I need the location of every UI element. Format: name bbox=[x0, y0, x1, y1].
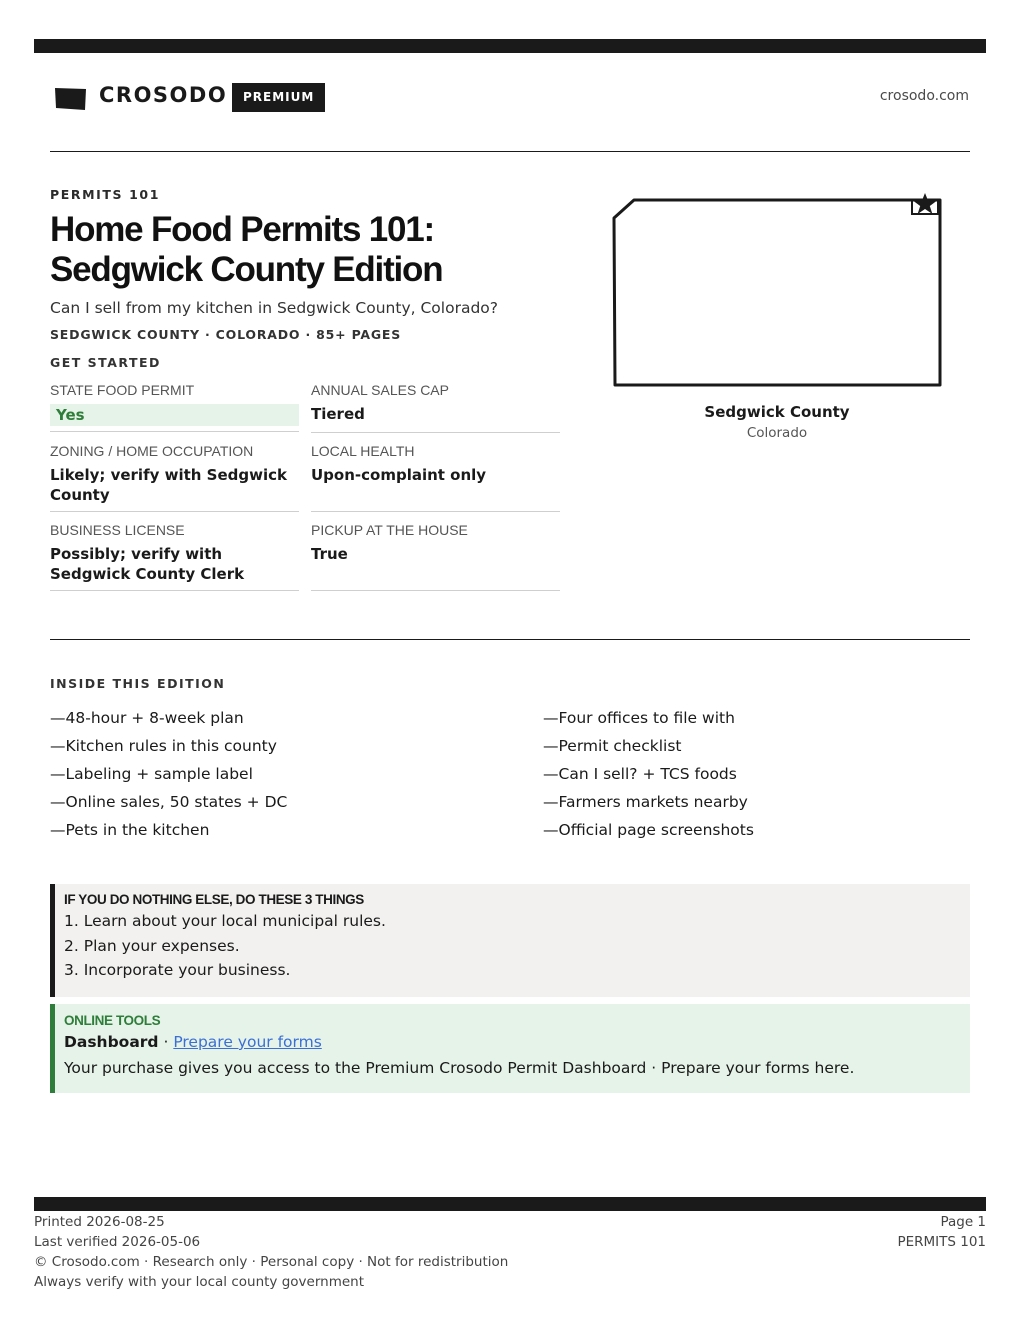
printed-date: Printed 2026-08-25 bbox=[34, 1214, 165, 1230]
callout-item: 2. Plan your expenses. bbox=[64, 936, 240, 955]
fact-label: PICKUP AT THE HOUSE bbox=[311, 522, 468, 538]
page-title bbox=[50, 210, 590, 290]
dashboard-line bbox=[64, 1029, 970, 1055]
fact-value: Tiered bbox=[311, 405, 365, 423]
fact-pickup bbox=[311, 522, 560, 591]
toc-column-right bbox=[543, 704, 754, 844]
footer-left bbox=[34, 1212, 508, 1292]
toc-item: —Official page screenshots bbox=[543, 821, 754, 839]
prepare-forms-link[interactable]: Prepare your forms bbox=[173, 1033, 322, 1051]
fact-label: LOCAL HEALTH bbox=[311, 443, 415, 459]
section-kicker: PERMITS 101 bbox=[50, 187, 160, 202]
fact-value: Likely; verify with Sedgwick County bbox=[50, 466, 287, 504]
fact-state-food-permit bbox=[50, 382, 299, 432]
fact-label: BUSINESS LICENSE bbox=[50, 522, 185, 538]
toc-item: —Farmers markets nearby bbox=[543, 793, 748, 811]
fact-value-yes: Yes bbox=[50, 404, 299, 426]
brand-logo-icon bbox=[54, 86, 86, 110]
toc-item: —48-hour + 8-week plan bbox=[50, 709, 244, 727]
verified-date: Last verified 2026-05-06 bbox=[34, 1234, 201, 1250]
star-icon bbox=[914, 193, 937, 214]
fact-label: ZONING / HOME OCCUPATION bbox=[50, 443, 254, 459]
premium-badge: PREMIUM bbox=[232, 83, 325, 112]
brand-name: CROSODO bbox=[99, 83, 228, 107]
toc-item: —Can I sell? + TCS foods bbox=[543, 765, 737, 783]
title-line-2: Sedgwick County Edition bbox=[50, 250, 443, 289]
toc-item: —Online sales, 50 states + DC bbox=[50, 793, 288, 811]
map-county-label: Sedgwick County bbox=[704, 403, 850, 421]
copyright-notice: © Crosodo.com · Research only · Personal copy · Not for redistribution bbox=[34, 1254, 509, 1270]
fact-annual-sales-cap bbox=[311, 382, 560, 433]
toc-item: —Permit checklist bbox=[543, 737, 682, 755]
page-subtitle: Can I sell from my kitchen in Sedgwick County, Colorado? bbox=[50, 299, 499, 317]
footer-section: PERMITS 101 bbox=[897, 1234, 986, 1250]
online-tools-callout bbox=[50, 1004, 970, 1093]
map-state-label: Colorado bbox=[746, 425, 808, 441]
toc-item: —Kitchen rules in this county bbox=[50, 737, 277, 755]
fact-business-license bbox=[50, 522, 299, 591]
section-divider bbox=[50, 639, 970, 640]
fact-value: Upon-complaint only bbox=[311, 466, 487, 484]
bottom-rule-bar bbox=[34, 1197, 986, 1211]
separator: · bbox=[158, 1033, 174, 1051]
title-line-1: Home Food Permits 101: bbox=[50, 210, 434, 249]
toc-column-left bbox=[50, 704, 287, 844]
county-outline bbox=[614, 200, 940, 385]
county-map bbox=[610, 190, 946, 395]
page-header bbox=[50, 80, 970, 116]
fact-label: STATE FOOD PERMIT bbox=[50, 382, 195, 398]
disclaimer: Always verify with your local county government bbox=[34, 1274, 364, 1290]
callout-item: 3. Incorporate your business. bbox=[64, 961, 291, 979]
dashboard-label: Dashboard bbox=[64, 1033, 159, 1051]
toc-item: —Labeling + sample label bbox=[50, 765, 253, 783]
edition-meta: SEDGWICK COUNTY · COLORADO · 85+ PAGES bbox=[50, 327, 402, 342]
callout-item: 1. Learn about your local municipal rules. bbox=[64, 912, 386, 930]
header-divider bbox=[50, 151, 970, 152]
toc-label: INSIDE THIS EDITION bbox=[50, 676, 226, 691]
top-three-callout bbox=[50, 884, 970, 997]
page-number: Page 1 bbox=[940, 1214, 986, 1230]
fact-value: True bbox=[311, 545, 348, 563]
toc-item: —Pets in the kitchen bbox=[50, 821, 210, 839]
fact-local-health bbox=[311, 443, 560, 512]
callout-title: IF YOU DO NOTHING ELSE, DO THESE 3 THINGS bbox=[64, 892, 364, 907]
site-url[interactable]: crosodo.com bbox=[879, 88, 969, 104]
top-rule-bar bbox=[34, 39, 986, 53]
get-started-label: GET STARTED bbox=[50, 355, 161, 370]
fact-zoning bbox=[50, 443, 299, 512]
dashboard-description: Your purchase gives you access to the Premium Crosodo Permit Dashboard · Prepare your forms here. bbox=[64, 1059, 855, 1077]
callout-title: ONLINE TOOLS bbox=[64, 1013, 161, 1028]
toc-item: —Four offices to file with bbox=[543, 709, 735, 727]
fact-value: Possibly; verify with Sedgwick County Clerk bbox=[50, 545, 245, 583]
footer-right bbox=[897, 1212, 986, 1252]
fact-label: ANNUAL SALES CAP bbox=[311, 382, 449, 398]
